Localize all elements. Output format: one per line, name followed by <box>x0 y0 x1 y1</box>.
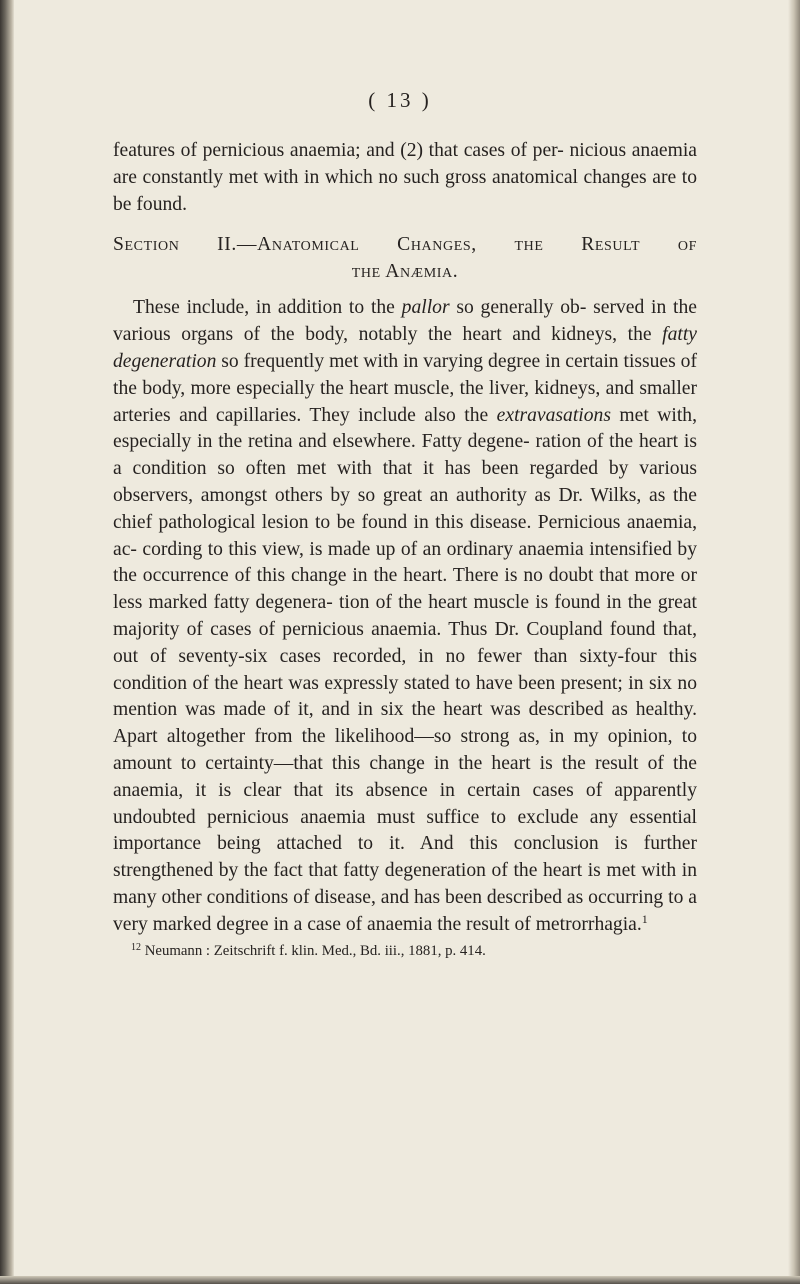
footnote <box>113 941 697 961</box>
body-text-3: so frequently met with in varying degree in certain tissues of the body, more especially the heart muscle, the liver, kidneys, and smaller arteries and capillaries. They include also the <box>113 350 697 426</box>
footnote-reference: 1 <box>641 911 648 926</box>
emphasis-fatty-degeneration: fatty degeneration <box>113 324 697 372</box>
page-edge-bottom <box>0 1276 800 1284</box>
page-number: ( 13 ) <box>368 88 432 112</box>
page-body <box>113 138 697 961</box>
page-edge-right <box>788 0 800 1284</box>
emphasis-pallor: pallor <box>401 297 450 319</box>
body-text-1: These include, in addition to the <box>133 297 402 319</box>
book-spine-shadow <box>0 0 14 1284</box>
section-heading-line-2: the Anæmia. <box>351 261 459 283</box>
body-text-4: met with, especially in the retina and elsewhere. Fatty degene- ration of the heart is a condition so often met with that it has been regarded by various observers, amongst others by so great an authority as Dr. Wilks, as the chief pathological lesion to be found in this disease. Pernicious anaemia, ac- cording to this view, is made up of an ordinary anaemia intensified by the occurrence of this change in the heart. There is no doubt that more or less marked fatty degenera- tion of the heart muscle is found in the great majority of cases of pernicious anaemia. Thus Dr. Coupland found that, out of seventy-six cases recorded, in no fewer than sixty-four this condition of the heart was expressly stated to have been present; in six no mention was made of it, and in six the heart was described as healthy. Apart altogether from the likelihood—so strong as, in my opinion, to amount to certainty—that this change in the heart is the result of the anaemia, it is clear that its absence in certain cases of apparently undoubted pernicious anaemia must suffice to exclude any essential importance being attached to it. And this conclusion is further strengthened by the fact that fatty degeneration of the heart is met with in many other conditions of disease, and has been described as occurring to a very marked degree in a case of anaemia the result of metrorrhagia. <box>113 404 697 935</box>
body-text-2: so generally ob- served in the various organs of the body, notably the heart and kidneys, the <box>113 297 697 346</box>
emphasis-extravasations: extravasations <box>496 404 611 426</box>
section-heading <box>113 231 697 285</box>
footnote-marker: 12 <box>131 941 141 953</box>
section-heading-line-1: Section II.—Anatomical Changes, the Result of <box>113 234 697 256</box>
opening-paragraph: features of pernicious anaemia; and (2) that cases of per- nicious anaemia are constantly met with in which no such gross anatomical changes are to be found. <box>113 140 697 215</box>
body-paragraph <box>113 295 697 938</box>
footnote-text: Neumann : Zeitschrift f. klin. Med., Bd. iii., 1881, p. 414. <box>141 942 486 959</box>
